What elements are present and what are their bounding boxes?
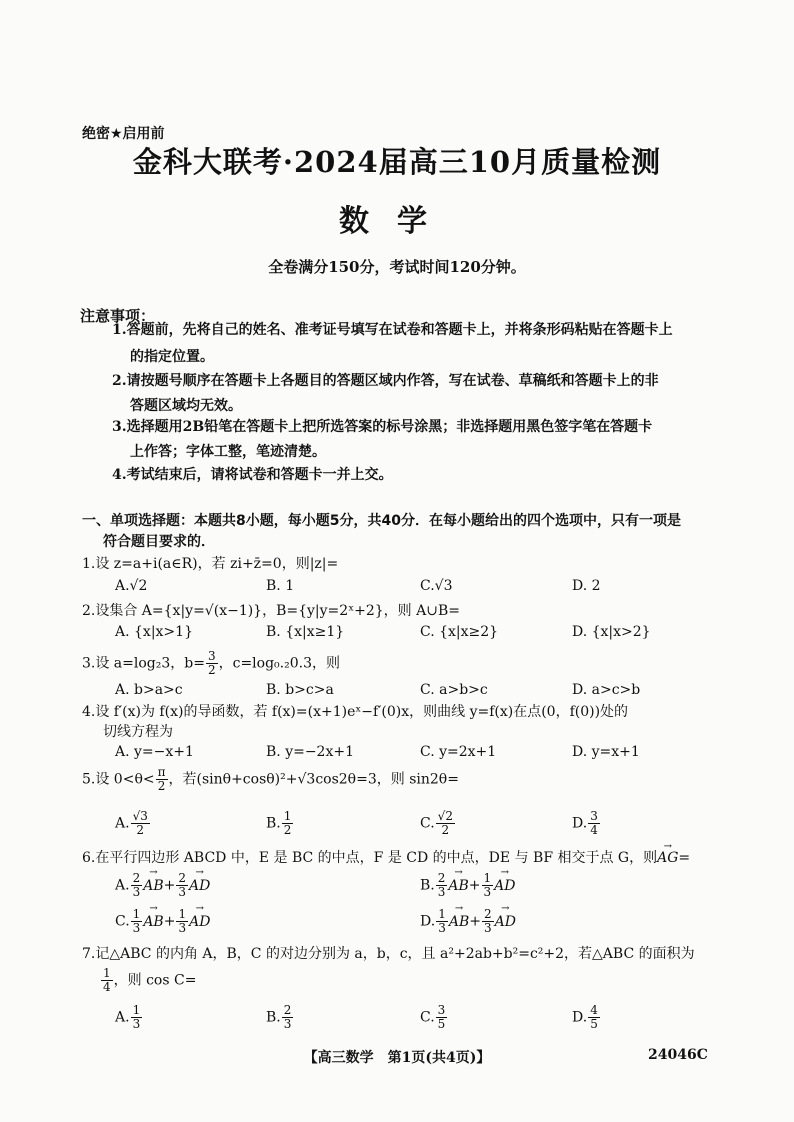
frac-num: 2 <box>437 871 446 885</box>
vector-ab: → AB <box>143 914 163 930</box>
frac-den: 3 <box>132 921 141 935</box>
option-fraction <box>436 1004 448 1031</box>
q5-pi-fraction <box>156 766 168 793</box>
frac-num: √3 <box>132 809 148 823</box>
section-heading-cont: 符合题目要求的． <box>103 534 215 550</box>
option-fraction <box>588 810 600 837</box>
note-line: 1.答题前，先将自己的姓名、准考证号填写在试卷和答题卡上，并将条形码粘贴在答题卡上 <box>112 322 673 338</box>
paper-code: 24046C <box>648 1047 708 1063</box>
q3-option-a: A. b>a>c <box>115 682 183 698</box>
q5-stem-post: ，若(sinθ+cosθ)²+√3cos2θ=3，则 sin2θ= <box>168 771 459 788</box>
vector-ab: → AB <box>143 878 163 894</box>
option-fraction <box>282 810 294 837</box>
frac-den: 2 <box>207 663 216 677</box>
frac-den: 2 <box>283 823 292 837</box>
q4-option-c: C. y=2x+1 <box>420 744 497 760</box>
q5-option-b <box>266 810 294 837</box>
frac-num: 3 <box>590 809 598 823</box>
option-fraction <box>436 872 448 899</box>
q3-option-b: B. b>c>a <box>266 682 334 698</box>
option-label: B. <box>266 1009 281 1026</box>
vector-ad: → AD <box>494 878 515 894</box>
q4-option-d: D. y=x+1 <box>572 744 640 760</box>
vector-ab: → AB <box>448 878 468 894</box>
frac-num: 1 <box>438 907 446 921</box>
note-line: 2.请按题号顺序在答题卡上各题目的答题区域内作答，写在试卷、草稿纸和答题卡上的非 <box>112 373 659 389</box>
frac-num: 4 <box>590 1003 598 1017</box>
frac-den: 3 <box>178 921 187 935</box>
frac-num: 3 <box>437 1003 446 1017</box>
plus-sign: + <box>468 877 481 894</box>
plus-sign: + <box>469 913 481 930</box>
q1-option-a: A.√2 <box>115 578 148 594</box>
question-4-stem-cont: 切线方程为 <box>103 724 173 740</box>
q6-option-b <box>420 872 516 899</box>
note-line: 3.选择题用2B铅笔在答题卡上把所选答案的标号涂黑；非选择题用黑色签字笔在答题卡 <box>112 419 653 435</box>
frac-den: 3 <box>132 1017 141 1031</box>
option-fraction <box>436 810 455 837</box>
q1-option-b: B. 1 <box>266 578 295 594</box>
q2-option-c: C. {x|x≥2} <box>420 624 499 640</box>
option-fraction <box>436 908 448 935</box>
q6-stem-text: 6.在平行四边形 ABCD 中，E 是 BC 的中点，F 是 CD 的中点，DE 与 BF 相交于点 G，则 <box>82 850 658 866</box>
question-7-stem: 7.记△ABC 的内角 A，B，C 的对边分别为 a，b，c，且 a²+2ab+b²=c²+2，若△ABC 的面积为 <box>82 946 695 962</box>
exam-title: 金科大联考·2024届高三10月质量检测 <box>132 145 662 179</box>
vector-ab: → AB <box>449 914 469 930</box>
option-label: C. <box>115 913 130 930</box>
frac-num: 2 <box>283 1003 292 1017</box>
question-3-stem <box>82 650 340 677</box>
q4-option-a: A. y=−x+1 <box>115 744 194 760</box>
option-label: C. <box>420 815 435 832</box>
vector-ad: → AD <box>189 914 210 930</box>
q5-stem-pre: 5.设 0<θ< <box>82 771 155 788</box>
vector-ad: → AD <box>495 914 516 930</box>
q5-option-d <box>572 810 601 837</box>
option-fraction <box>131 872 143 899</box>
question-7-stem-cont <box>100 967 196 994</box>
full-score-note: 全卷满分150分，考试时间120分钟。 <box>268 258 526 276</box>
q7-option-a <box>115 1004 143 1031</box>
frac-den: 3 <box>483 921 492 935</box>
frac-num: 1 <box>483 871 492 885</box>
subject-title: 数学 <box>339 204 455 239</box>
frac-den: 3 <box>483 885 492 899</box>
vector-ad: → AD <box>189 878 210 894</box>
note-line: 答题区域均无效。 <box>130 398 242 414</box>
q3-option-c: C. a>b>c <box>420 682 488 698</box>
plus-sign: + <box>163 877 176 894</box>
q6-option-d <box>420 908 516 935</box>
option-label: B. <box>266 815 281 832</box>
option-fraction <box>176 908 188 935</box>
frac-num: √2 <box>437 809 453 823</box>
option-label: A. <box>115 1009 130 1026</box>
frac-den: 3 <box>178 885 186 899</box>
equals-sign: = <box>678 850 691 866</box>
q7-option-b <box>266 1004 294 1031</box>
frac-den: 5 <box>437 1017 446 1031</box>
q7-stem-tail: ，则 cos C= <box>113 972 197 989</box>
note-line: 上作答；字体工整，笔迹清楚。 <box>130 444 326 460</box>
q7-area-fraction <box>101 967 113 994</box>
frac-den: 2 <box>136 823 145 837</box>
confidential-label: 绝密★启用前 <box>82 126 165 142</box>
q3-fraction <box>206 650 218 677</box>
frac-den: 4 <box>590 823 598 837</box>
option-fraction <box>588 1004 600 1031</box>
q6-option-a <box>115 872 210 899</box>
frac-num: 2 <box>178 871 186 885</box>
frac-num: 1 <box>132 1003 141 1017</box>
q5-option-c <box>420 810 456 837</box>
frac-num: 1 <box>132 907 141 921</box>
page-footer: 【高三数学 第1页(共4页)】 <box>303 1050 491 1066</box>
frac-den: 3 <box>132 885 141 899</box>
frac-den: 2 <box>157 779 166 793</box>
option-fraction <box>176 872 188 899</box>
frac-num: 1 <box>103 966 111 980</box>
q2-option-b: B. {x|x≥1} <box>266 624 345 640</box>
q7-option-d <box>572 1004 601 1031</box>
option-label: B. <box>420 877 435 894</box>
frac-num: 3 <box>207 649 216 663</box>
option-fraction <box>482 908 494 935</box>
option-fraction <box>131 908 143 935</box>
frac-den: 3 <box>438 921 446 935</box>
q5-option-a <box>115 810 151 837</box>
notes-title: 注意事项： <box>80 307 156 325</box>
frac-den: 2 <box>441 823 450 837</box>
frac-num: 1 <box>283 809 292 823</box>
question-6-stem <box>82 848 690 868</box>
option-fraction <box>482 872 494 899</box>
q1-option-c: C.√3 <box>420 578 453 594</box>
option-label: C. <box>420 1009 435 1026</box>
option-label: D. <box>572 815 588 832</box>
frac-den: 4 <box>103 980 111 994</box>
option-fraction <box>282 1004 294 1031</box>
question-2-stem: 2.设集合 A={x|y=√(x−1)}，B={y|y=2ˣ+2}，则 A∪B= <box>82 603 460 619</box>
frac-den: 3 <box>437 885 446 899</box>
frac-den: 3 <box>283 1017 292 1031</box>
vector-ag: → AG <box>657 848 678 868</box>
q3-stem-pre: 3.设 a=log₂3，b= <box>82 655 205 672</box>
frac-num: 1 <box>178 907 187 921</box>
option-label: A. <box>115 877 130 894</box>
option-label: A. <box>115 815 130 832</box>
frac-num: 2 <box>483 907 492 921</box>
q7-option-c <box>420 1004 448 1031</box>
option-fraction <box>131 1004 143 1031</box>
q1-option-d: D. 2 <box>572 578 601 594</box>
q2-option-a: A. {x|x>1} <box>115 624 193 640</box>
option-label: D. <box>572 1009 588 1026</box>
option-label: D. <box>420 913 436 930</box>
option-fraction <box>131 810 150 837</box>
q4-option-b: B. y=−2x+1 <box>266 744 354 760</box>
question-1-stem: 1.设 z=a+i(a∈R)，若 zi+z̄=0，则|z|= <box>82 556 339 572</box>
question-5-stem <box>82 766 459 793</box>
section-heading: 一、单项选择题：本题共8小题，每小题5分，共40分．在每小题给出的四个选项中，只有一项是 <box>82 513 681 529</box>
frac-num: π <box>157 765 166 779</box>
note-line: 的指定位置。 <box>130 349 214 365</box>
frac-num: 2 <box>132 871 141 885</box>
q6-option-c <box>115 908 210 935</box>
frac-den: 5 <box>590 1017 598 1031</box>
q3-option-d: D. a>c>b <box>572 682 641 698</box>
question-4-stem: 4.设 f′(x)为 f(x)的导函数，若 f(x)=(x+1)eˣ−f′(0)x，则曲线 y=f(x)在点(0，f(0))处的 <box>82 704 629 720</box>
note-line: 4.考试结束后，请将试卷和答题卡一并上交。 <box>112 467 393 483</box>
q2-option-d: D. {x|x>2} <box>572 624 651 640</box>
plus-sign: + <box>163 913 176 930</box>
q3-stem-post: ，c=log₀.₂0.3，则 <box>218 655 340 672</box>
